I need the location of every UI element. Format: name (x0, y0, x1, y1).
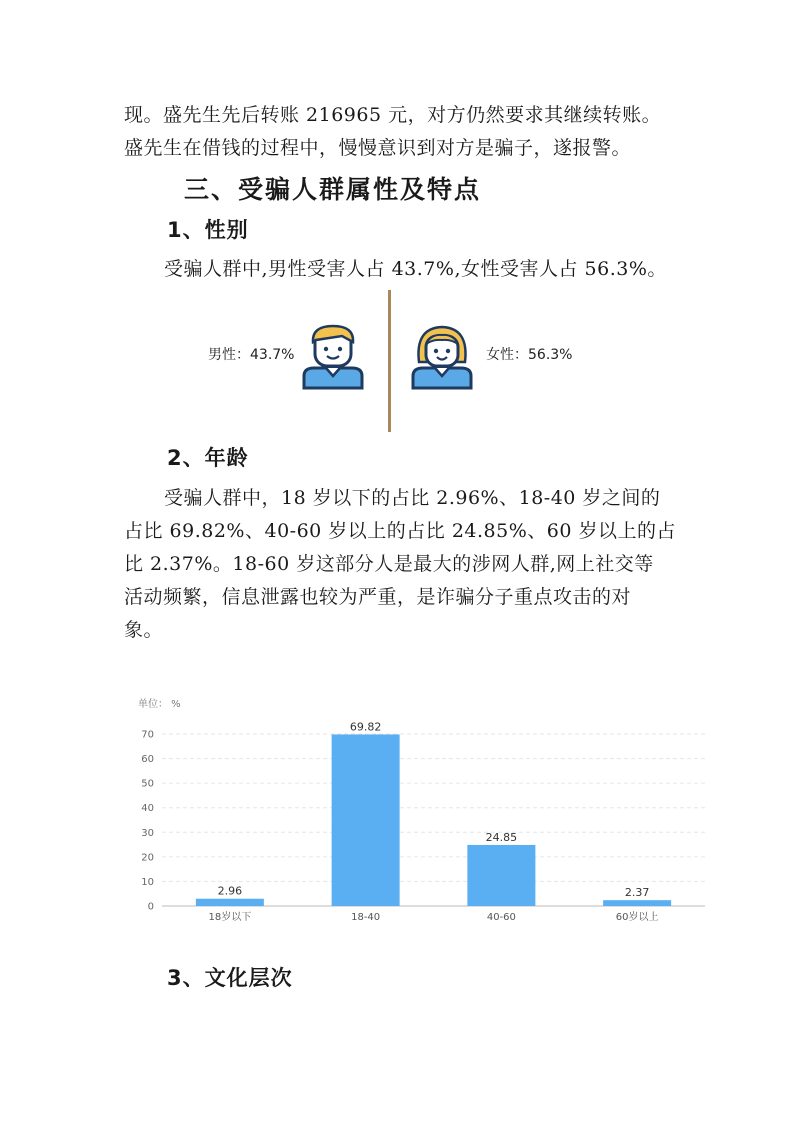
female-label: 女性：56.3% (486, 347, 573, 363)
y-tick-label: 40 (141, 803, 154, 815)
bar-value-label: 69.82 (349, 720, 382, 734)
gender-divider (388, 290, 391, 432)
bar (196, 899, 264, 906)
gender-text: 受骗人群中,男性受害人占 43.7%,女性受害人占 56.3%。 (164, 258, 667, 280)
y-tick-label: 10 (141, 876, 154, 888)
chart-unit-label: 单位： % (138, 699, 181, 710)
section-title: 三、受骗人群属性及特点 (184, 175, 482, 204)
gender-heading: 1、性别 (167, 218, 249, 242)
male-avatar-icon (298, 324, 368, 390)
bar (332, 734, 400, 906)
y-tick-label: 70 (141, 729, 154, 741)
intro-line-1: 现。盛先生先后转账 216965 元，对方仍然要求其继续转账。 (124, 104, 662, 126)
age-line-4: 活动频繁，信息泄露也较为严重，是诈骗分子重点攻击的对 (124, 586, 632, 608)
bar-value-label: 2.96 (217, 884, 243, 898)
age-heading: 2、年龄 (167, 446, 249, 470)
x-tick-label: 18-40 (351, 912, 381, 923)
x-tick-label: 40-60 (486, 912, 516, 923)
bar-value-label: 2.37 (624, 886, 650, 900)
age-line-5: 象。 (124, 619, 164, 641)
x-tick-label: 60岁以上 (615, 912, 659, 923)
age-line-3: 比 2.37%。18-60 岁这部分人是最大的涉网人群,网上社交等 (124, 553, 654, 575)
age-line-1: 受骗人群中，18 岁以下的占比 2.96%、18-40 岁之间的 (164, 487, 661, 509)
y-tick-label: 50 (141, 778, 154, 790)
age-bar-chart (120, 690, 720, 930)
male-label: 男性：43.7% (208, 347, 295, 363)
y-tick-label: 60 (141, 754, 154, 766)
x-tick-label: 18岁以下 (208, 912, 252, 923)
culture-heading: 3、文化层次 (167, 966, 293, 990)
age-line-2: 占比 69.82%、40-60 岁以上的占比 24.85%、60 岁以上的占 (124, 520, 677, 542)
y-tick-label: 0 (147, 901, 154, 913)
intro-line-2: 盛先生在借钱的过程中，慢慢意识到对方是骗子，遂报警。 (124, 137, 632, 159)
y-tick-label: 30 (141, 827, 154, 839)
bar (467, 845, 535, 906)
female-avatar-icon (407, 324, 477, 390)
bar-value-label: 24.85 (485, 830, 518, 844)
y-tick-label: 20 (141, 852, 154, 864)
bar (603, 900, 671, 906)
